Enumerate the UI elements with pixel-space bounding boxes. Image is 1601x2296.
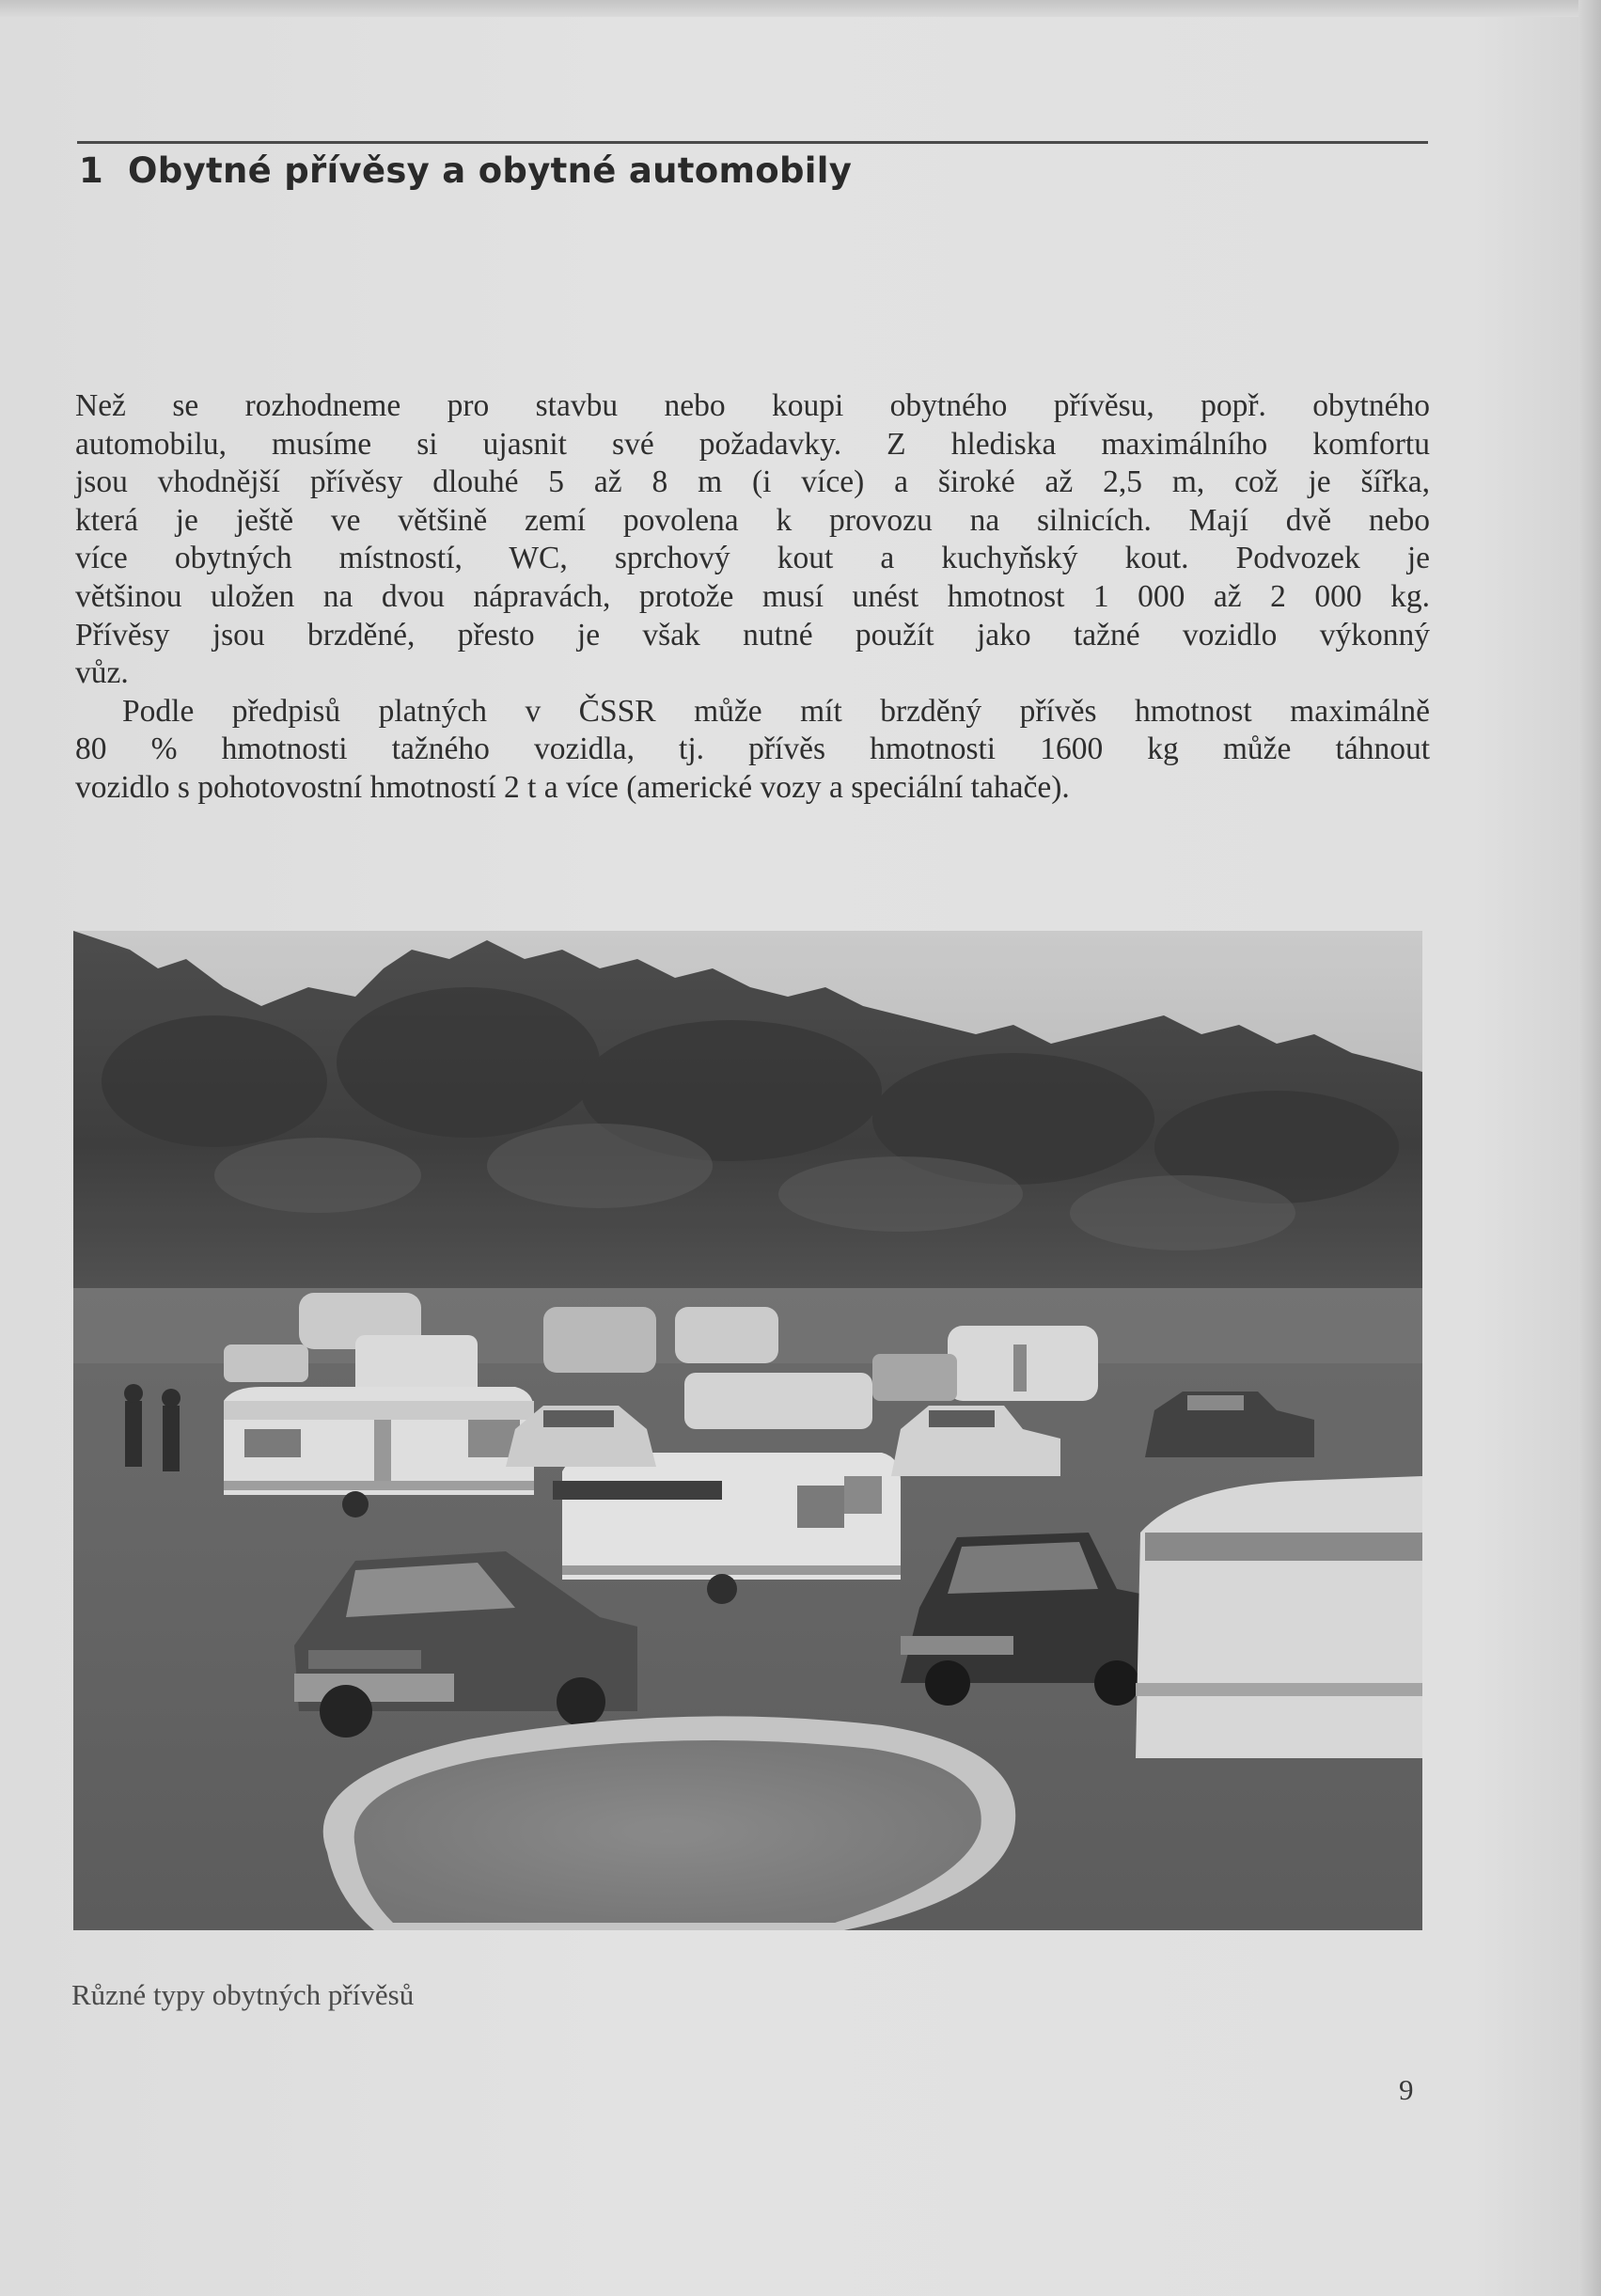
page-top-edge [0, 0, 1601, 17]
chapter-rule [77, 141, 1428, 144]
body-text [75, 387, 1430, 808]
paragraph-line: vůz. [75, 655, 129, 691]
paragraph-line: více obytných místností, WC, sprchový kout a kuchyňský kout. Podvozek je [75, 541, 1430, 576]
paragraph-line: jsou vhodnější přívěsy dlouhé 5 až 8 m (i více) a široké až 2,5 m, což je šířka, [75, 464, 1430, 500]
paragraph-line: automobilu, musíme si ujasnit své požadavky. Z hlediska maximálního komfortu [75, 426, 1430, 462]
chapter-number: 1 [79, 150, 104, 191]
paragraph-line: Přívěsy jsou brzděné, přesto je však nutné použít jako tažné vozidlo výkonný [75, 617, 1430, 653]
page-number: 9 [1399, 2073, 1414, 2106]
paragraph-line: která je ještě ve většině zemí povolena k provozu na silnicích. Mají dvě nebo [75, 502, 1430, 538]
paragraph-line: Podle předpisů platných v ČSSR může mít brzděný přívěs hmotnost maximálně [122, 693, 1430, 729]
chapter-title: Obytné přívěsy a obytné automobily [128, 150, 853, 191]
campsite-photo [73, 931, 1422, 1930]
photo-caption: Různé typy obytných přívěsů [71, 1978, 415, 2011]
paragraph-line: Než se rozhodneme pro stavbu nebo koupi obytného přívěsu, popř. obytného [75, 388, 1430, 423]
page-right-edge [1578, 0, 1601, 2296]
campsite-photo-graphic [73, 931, 1422, 1930]
chapter-heading [79, 150, 852, 191]
paragraph-line: většinou uložen na dvou nápravách, protože musí unést hmotnost 1 000 až 2 000 kg. [75, 578, 1430, 614]
paragraph-line: 80 % hmotnosti tažného vozidla, tj. přívěs hmotnosti 1600 kg může táhnout [75, 731, 1430, 767]
paragraph-line: vozidlo s pohotovostní hmotností 2 t a více (americké vozy a speciální tahače). [75, 769, 1070, 805]
